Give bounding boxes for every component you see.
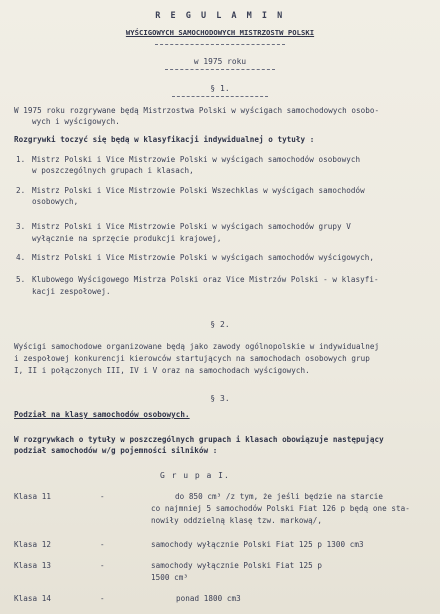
class-label: Klasa 14 xyxy=(14,594,51,603)
class-description: ponad 1800 cm3 xyxy=(176,594,241,603)
list-item: Mistrz Polski i Vice Mistrzowie Polski w wyścigach samochodów wyścigowych, xyxy=(32,253,375,262)
class-dash: - xyxy=(100,540,105,549)
list-item: kacji zespołowej. xyxy=(32,287,111,296)
class-dash: - xyxy=(100,561,105,570)
class-label: Klasa 12 xyxy=(14,540,51,549)
list-item-number: 2. xyxy=(16,186,26,195)
section-2-text: Wyścigi samochodowe organizowane będą jako zawody ogólnopolskie w indywidualnej xyxy=(14,342,380,351)
list-item: Klubowego Wyścigowego Mistrza Polski oraz Vice Mistrzów Polski - w klasyfi- xyxy=(32,275,379,284)
document-year: w 1975 roku xyxy=(193,57,247,66)
divider-line xyxy=(155,44,285,45)
class-description: do 850 cm³ /z tym, że jeśli będzie na starcie xyxy=(175,492,383,501)
section-3-subheading: Podział na klasy samochodów osobowych. xyxy=(14,410,190,419)
section-1-intro: W 1975 roku rozgrywane będą Mistrzostwa Polski w wyścigach samochodowych osobo- xyxy=(14,106,380,115)
section-1-heading: § 1. xyxy=(210,84,230,93)
class-dash: - xyxy=(100,594,105,603)
class-dash: - xyxy=(100,492,105,501)
section-3-text: W rozgrywkach o tytuły w poszczególnych grupach i klasach obowiązuje następujący xyxy=(14,435,384,444)
section-2-text: i zespołowej konkurencji kierowców startujących na samochodach osobowych grup xyxy=(14,354,370,363)
list-item: osobowych, xyxy=(32,197,79,206)
section-2-heading: § 2. xyxy=(210,320,230,329)
divider-line xyxy=(165,69,275,70)
class-description: nowiły oddzielną klasę tzw. markową/, xyxy=(151,516,323,525)
list-item-number: 4. xyxy=(16,253,26,262)
list-item: Mistrz Polski i Vice Mistrzowie Polski w wyścigach samochodów osobowych xyxy=(32,155,361,164)
document-title: R E G U L A M I N xyxy=(155,11,285,21)
class-label: Klasa 13 xyxy=(14,561,51,570)
section-1-intro: Rozgrywki toczyć się będą w klasyfikacji indywidualnej o tytuły : xyxy=(14,135,315,144)
list-item: w poszczególnych grupach i klasach, xyxy=(32,166,194,175)
class-description: co najmniej 5 samochodów Polski Fiat 126 p będą one sta- xyxy=(151,504,410,513)
list-item-number: 5. xyxy=(16,275,26,284)
group-heading: G r u p a I. xyxy=(160,471,230,480)
class-description: 1500 cm³ xyxy=(151,573,188,582)
list-item: Mistrz Polski i Vice Mistrzowie Polski w wyścigach samochodów grupy V xyxy=(32,222,351,231)
list-item: wyłącznie na sprzęcie produkcji krajowej, xyxy=(32,234,222,243)
document-subtitle: WYŚCIGOWYCH SAMOCHODOWYCH MISTRZOSTW POLSKI xyxy=(125,28,315,37)
list-item: Mistrz Polski i Vice Mistrzowie Polski Wszechklas w wyścigach samochodów xyxy=(32,186,365,195)
section-1-intro: wych i wyścigowych. xyxy=(32,117,120,126)
section-3-heading: § 3. xyxy=(210,394,230,403)
section-2-text: I, II i połączonych III, IV i V oraz na samochodach wyścigowych. xyxy=(14,366,310,375)
divider-line xyxy=(172,96,268,97)
class-description: samochody wyłącznie Polski Fiat 125 p 1300 cm3 xyxy=(151,540,364,549)
section-3-text: podział samochodów w/g pojemności silników : xyxy=(14,446,218,455)
list-item-number: 1. xyxy=(16,155,26,164)
class-description: samochody wyłącznie Polski Fiat 125 p xyxy=(151,561,323,570)
class-label: Klasa 11 xyxy=(14,492,51,501)
list-item-number: 3. xyxy=(16,222,26,231)
